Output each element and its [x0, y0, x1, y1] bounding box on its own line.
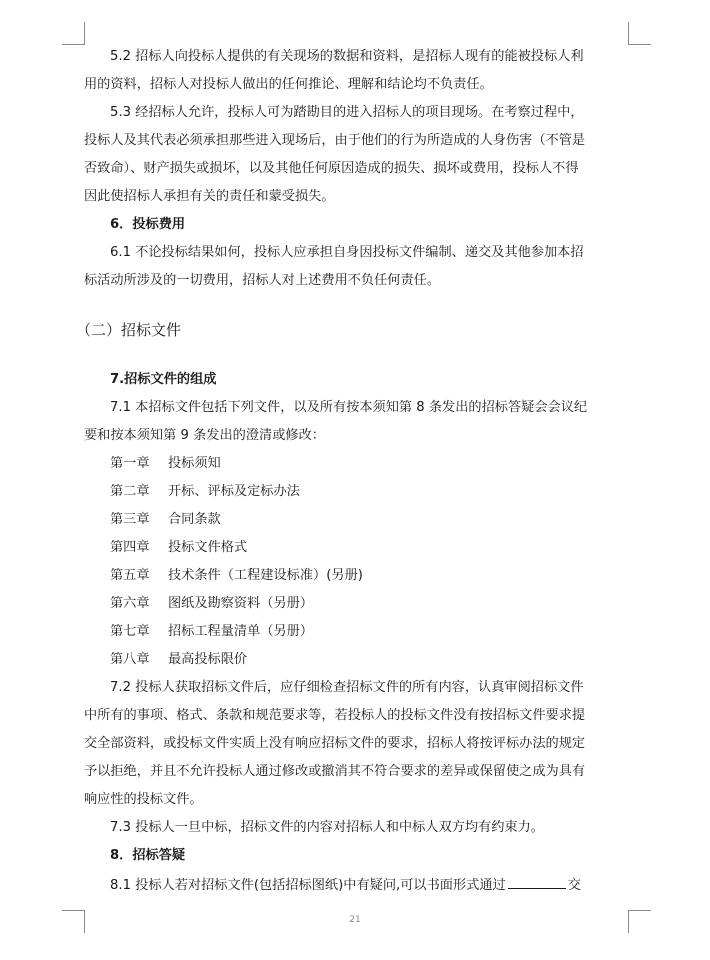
section-heading-8: 8．招标答疑 [110, 848, 186, 863]
crop-mark-top-right [628, 22, 651, 45]
crop-mark-top-left [62, 22, 85, 45]
paragraph-line: 6.1 不论投标结果如何，投标人应承担自身因投标文件编制、递交及其他参加本招 [110, 245, 584, 260]
paragraph-line: 否致命）、财产损失或损坏，以及其他任何原因造成的损失、损坏或费用，投标人不得 [84, 161, 579, 176]
paragraph-line: 7.2 投标人获取招标文件后，应仔细检查招标文件的所有内容，认真审阅招标文件 [110, 680, 584, 695]
paragraph-line: 投标人及其代表必须承担那些进入现场后，由于他们的行为所造成的人身伤害（不管是 [84, 133, 586, 148]
paragraph-line: 7.1 本招标文件包括下列文件，以及所有按本须知第 8 条发出的招标答疑会会议纪 [110, 400, 588, 415]
paragraph-line: 中所有的事项、格式、条款和规范要求等，若投标人的投标文件没有按招标文件要求提 [84, 708, 586, 723]
section-heading-7: 7.招标文件的组成 [110, 372, 217, 387]
paragraph-line: 予以拒绝，并且不允许投标人通过修改或撤消其不符合要求的差异或保留使之成为具有 [84, 764, 586, 779]
paragraph-line: 要和按本须知第 9 条发出的澄清或修改： [84, 428, 325, 443]
chapter-item: 第八章 最高投标限价 [110, 652, 248, 667]
chapter-item: 第七章 招标工程量清单（另册） [110, 624, 314, 639]
chapter-item: 第六章 图纸及勘察资料（另册） [110, 596, 314, 611]
paragraph-line: 5.2 招标人向投标人提供的有关现场的数据和资料，是招标人现有的能被投标人利 [110, 49, 584, 64]
paragraph-line: 5.3 经招标人允许，投标人可为踏勘目的进入招标人的项目现场。在考察过程中， [110, 105, 584, 120]
page-number: 21 [349, 915, 361, 925]
chapter-item: 第五章 技术条件（工程建设标准）(另册) [110, 568, 363, 583]
paragraph-line: 因此使招标人承担有关的责任和蒙受损失。 [84, 189, 335, 204]
paragraph-line: 标活动所涉及的一切费用，招标人对上述费用不负任何责任。 [84, 273, 441, 288]
paragraph-line: 响应性的投标文件。 [84, 792, 203, 807]
paragraph-line: 用的资料，招标人对投标人做出的任何推论、理解和结论均不负责任。 [84, 77, 493, 92]
chapter-item: 第四章 投标文件格式 [110, 540, 248, 555]
part-heading: （二）招标文件 [76, 321, 182, 339]
chapter-item: 第三章 合同条款 [110, 512, 221, 527]
paragraph-line: 8.1 投标人若对招标文件(包括招标图纸)中有疑问,可以书面形式通过 交 [110, 874, 581, 894]
paragraph-line: 交全部资料，或投标文件实质上没有响应招标文件的要求，招标人将按评标办法的规定 [84, 736, 586, 751]
paragraph-line: 7.3 投标人一旦中标，招标文件的内容对招标人和中标人双方均有约束力。 [110, 820, 544, 835]
section-heading-6: 6．投标费用 [110, 217, 186, 232]
chapter-item: 第二章 开标、评标及定标办法 [110, 484, 300, 499]
fill-in-blank [508, 874, 566, 889]
chapter-item: 第一章 投标须知 [110, 456, 221, 471]
